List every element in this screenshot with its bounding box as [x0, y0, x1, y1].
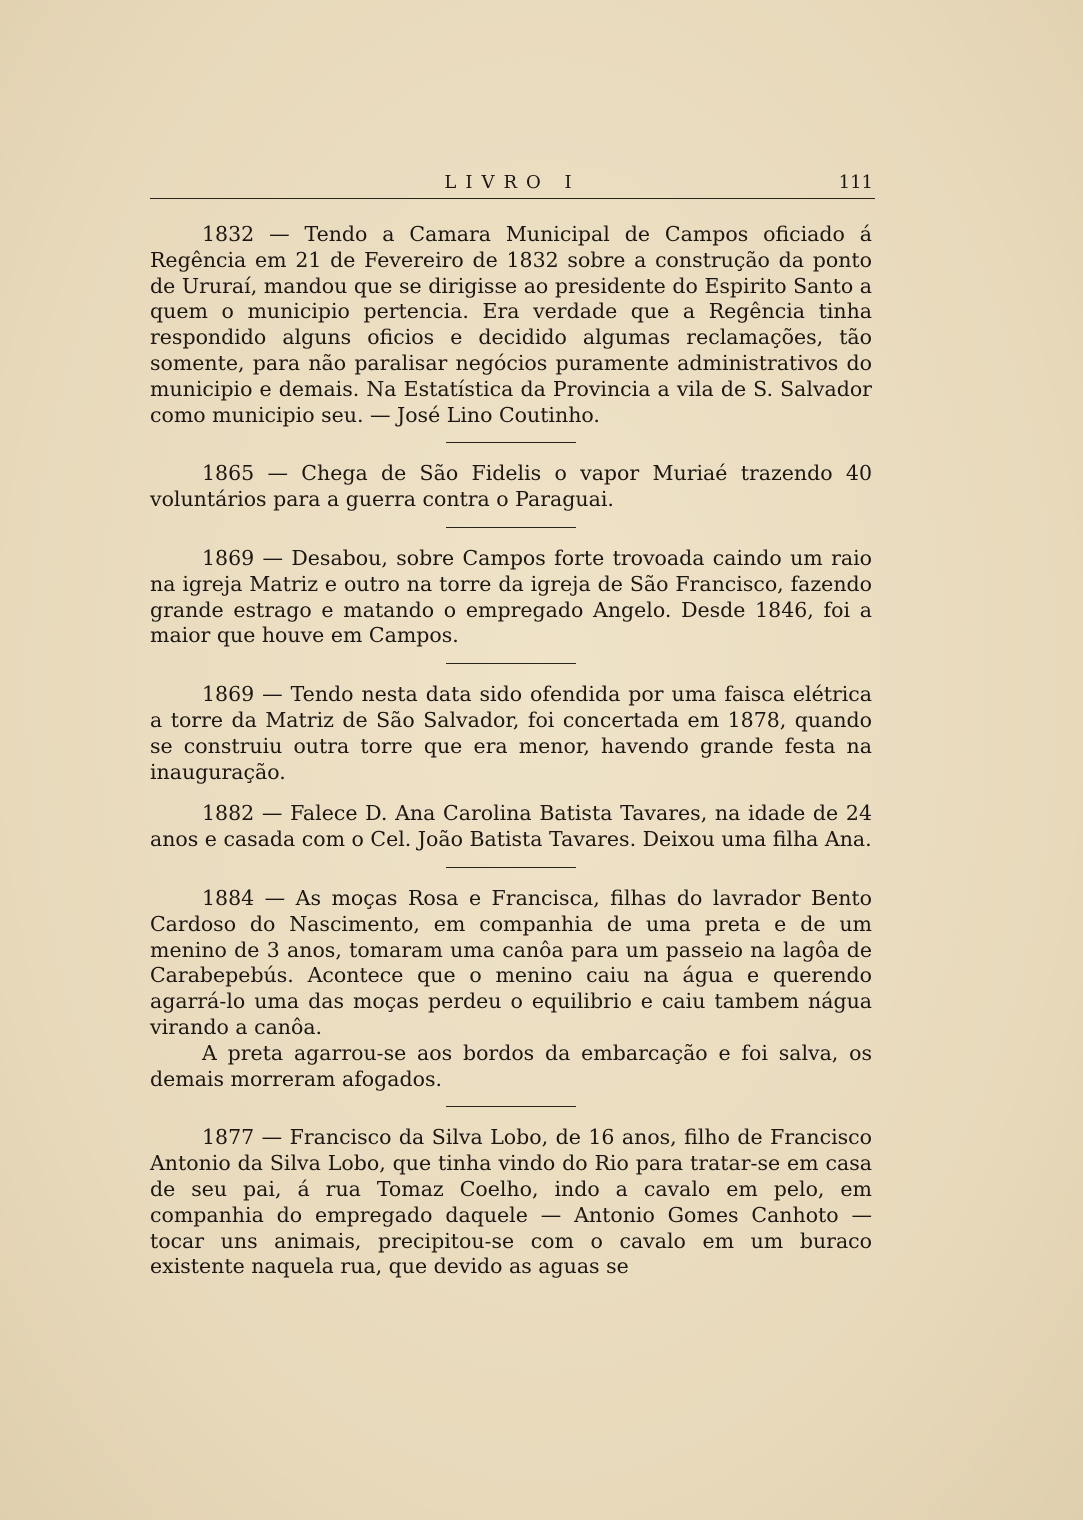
- entry-1869-storm: [150, 546, 872, 649]
- entry-1884: [150, 886, 872, 1092]
- paragraph: 1832 — Tendo a Camara Municipal de Campos oficiado á Regência em 21 de Fevereiro de 1832 sobre a construção da ponto de Ururaí, mandou que se dirigisse ao presidente do Espirito Santo a quem o municipio pertencia. Era verdade que a Regência tinha respondido alguns oficios e decidido algumas reclamações, tão somente, para não paralisar negócios puramente administrativos do municipio e demais. Na Estatística da Provincia a vila de S. Salvador como municipio seu. — José Lino Coutinho.: [150, 222, 872, 427]
- paragraph: 1869 — Desabou, sobre Campos forte trovoada caindo um raio na igreja Matriz e outro na torre da igreja de São Francisco, fazendo grande estrago e matando o empregado Angelo. Desde 1846, foi a maior que houve em Campos.: [150, 545, 872, 648]
- section-divider: [446, 1106, 576, 1107]
- paragraph: 1882 — Falece D. Ana Carolina Batista Tavares, na idade de 24 anos e casada com o Cel. João Batista Tavares. Deixou uma filha Ana.: [150, 801, 872, 852]
- paragraph: A preta agarrou-se aos bordos da embarcação e foi salva, os demais morreram afogados.: [150, 1040, 872, 1091]
- entry-1865: [150, 461, 872, 513]
- running-title: LIVRO I: [444, 172, 581, 193]
- paragraph: 1884 — As moças Rosa e Francisca, filhas do lavrador Bento Cardoso do Nascimento, em companhia de uma preta e de um menino de 3 anos, tomaram uma canôa para um passeio na lagôa de Carabepebús. Acontece que o menino caiu na água e querendo agarrá-lo uma das moças perdeu o equilibrio e caiu tambem nágua virando a canôa.: [150, 885, 872, 1039]
- entry-1869-tower: [150, 682, 872, 853]
- body-text: [150, 222, 872, 1280]
- page-header: [150, 172, 875, 199]
- entry-1877: [150, 1125, 872, 1280]
- page-number: 111: [838, 172, 873, 193]
- section-divider: [446, 663, 576, 664]
- paragraph: 1865 — Chega de São Fidelis o vapor Muriaé trazendo 40 voluntários para a guerra contra o Paraguai.: [150, 461, 872, 512]
- paragraph: 1877 — Francisco da Silva Lobo, de 16 anos, filho de Francisco Antonio da Silva Lobo, que tinha vindo do Rio para tratar-se em casa de seu pai, á rua Tomaz Coelho, indo a cavalo em pelo, em companhia do empregado daquele — Antonio Gomes Canhoto — tocar uns animais, precipitou-se com o cavalo em um buraco existente naquela rua, que devido as aguas se: [150, 1125, 872, 1279]
- section-divider: [446, 867, 576, 868]
- entry-1832: [150, 222, 872, 428]
- paragraph: 1869 — Tendo nesta data sido ofendida por uma faisca elétrica a torre da Matriz de São Salvador, foi concertada em 1878, quando se construiu outra torre que era menor, havendo grande festa na inauguração.: [150, 682, 872, 784]
- section-divider: [446, 442, 576, 443]
- section-divider: [446, 527, 576, 528]
